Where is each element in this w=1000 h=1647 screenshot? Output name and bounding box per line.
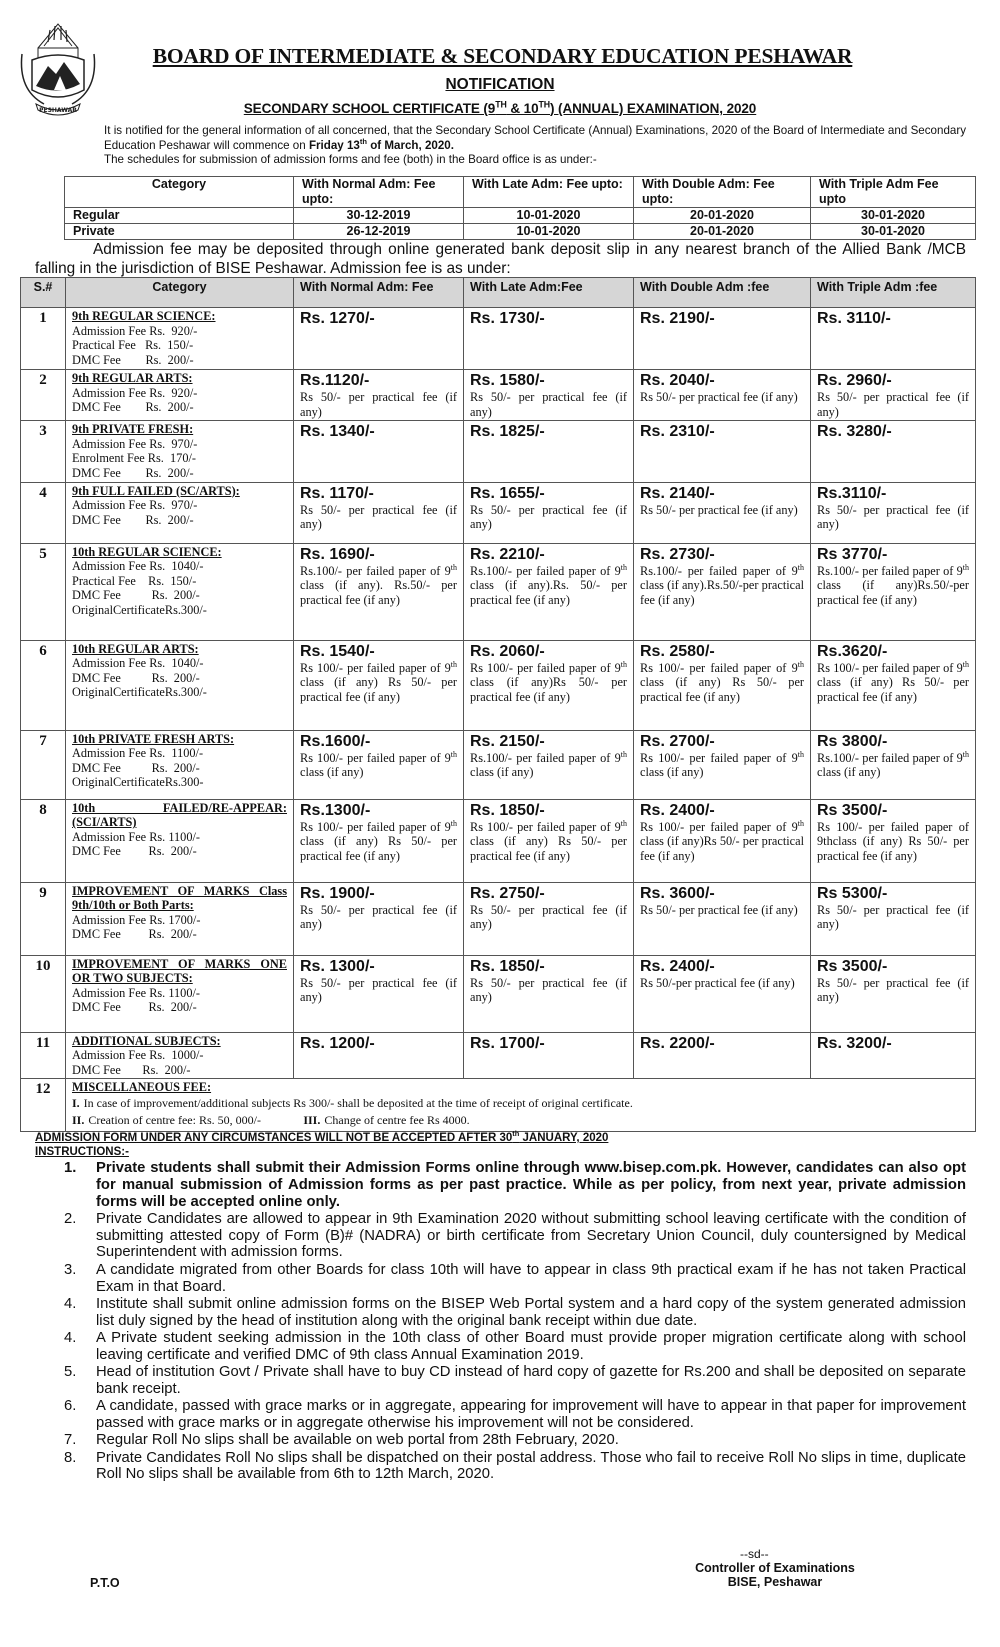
instruction-number: 4. [64, 1329, 77, 1346]
fee-amount: Rs. 1270/- [300, 310, 375, 327]
fee-amount: Rs 3770/- [817, 545, 888, 563]
category-fee-line: Enrolment Fee Rs. 170/- [72, 451, 196, 466]
serial-number: 3 [21, 421, 66, 482]
fee-cell [634, 482, 811, 543]
fee-row [21, 370, 976, 421]
category-title: 9th FULL FAILED (SC/ARTS): [72, 483, 240, 498]
exam-subtitle: SECONDARY SCHOOL CERTIFICATE (9TH & 10TH) (ANNUAL) EXAMINATION, 2020 [243, 99, 757, 116]
fee-amount: Rs. 1655/- [470, 484, 545, 502]
fee-note: Rs.100/- per failed paper of 9th class (if any).Rs. 50/- per practical fee (if any) [470, 562, 627, 607]
fee-header: S.# [21, 278, 66, 308]
category-fee-line: DMC Fee Rs. 200/- [72, 352, 194, 367]
fee-amount: Rs. 1580/- [470, 372, 545, 389]
fee-amount: Rs. 1170/- [300, 484, 374, 502]
fee-row [21, 640, 976, 730]
fee-amount: Rs. 1690/- [300, 545, 375, 563]
serial-number: 2 [21, 370, 66, 421]
fee-amount: Rs. 3200/- [817, 1034, 892, 1052]
fee-category [66, 482, 294, 543]
instruction-number: 3. [64, 1261, 77, 1278]
fee-cell [464, 730, 634, 799]
fee-amount: Rs 3500/- [817, 957, 888, 975]
instruction-item [60, 1330, 966, 1364]
serial-number: 10 [21, 955, 66, 1032]
fee-cell [294, 799, 464, 882]
fee-header: With Triple Adm :fee [811, 278, 976, 308]
fee-cell [634, 543, 811, 640]
instruction-text: Private Candidates are allowed to appear in 9th Examination 2020 without submitting school leaving certificate with the condition of submitting attested copy of Form (B)# (NADRA) or birth certificate from Secretary Union Council, duly countersigned by Medical Superintendent with admission forms. [96, 1210, 966, 1261]
fee-amount: Rs 5300/- [817, 884, 888, 902]
fee-amount: Rs. 1900/- [300, 884, 375, 902]
fee-cell [634, 421, 811, 482]
fee-row [21, 543, 976, 640]
category-title: ADDITIONAL SUBJECTS: [72, 1033, 221, 1048]
fee-header: With Normal Adm: Fee [294, 278, 464, 308]
schedule-header: With Double Adm: Fee upto: [634, 177, 811, 208]
intro-text: It is notified for the general information of all concerned, that the Secondary School Certificate (Annual) Examinations, 2020 of the Board of Intermediate and Secondary Education Peshawar will commence on [104, 124, 966, 152]
schedule-cell: 10-01-2020 [464, 224, 634, 240]
schedule-cell: 20-01-2020 [634, 208, 811, 224]
fee-amount: Rs. 1200/- [300, 1034, 375, 1052]
fee-header-row [21, 278, 976, 308]
fee-amount: Rs. 1850/- [470, 957, 545, 975]
schedule-header: With Late Adm: Fee upto: [464, 177, 634, 208]
fee-cell [634, 308, 811, 370]
instruction-item [60, 1211, 966, 1261]
instruction-number: 6. [64, 1398, 77, 1415]
fee-note: Rs 50/- per practical fee (if any) [470, 502, 627, 532]
fee-cell [464, 955, 634, 1032]
fee-amount: Rs. 2750/- [470, 884, 545, 902]
instruction-item [60, 1364, 966, 1398]
fee-category [66, 640, 294, 730]
fee-note: Rs 100/- per failed paper of 9th class (if any) Rs 50/- per practical fee (if any) [300, 659, 457, 704]
instruction-text: A Private student seeking admission in the 10th class of other Board must provide proper migration certificate along with school leaving certificate and verified DMC of 9th class Annual Examination 2019. [96, 1329, 966, 1363]
fee-amount: Rs 3500/- [817, 801, 888, 819]
fee-amount: Rs. 1700/- [470, 1034, 545, 1052]
fee-amount: Rs. 2210/- [470, 545, 545, 563]
category-fee-line: OriginalCertificateRs.300/- [72, 685, 207, 700]
misc-title-text: MISCELLANEOUS FEE: [72, 1080, 212, 1095]
category-fee-line: Admission Fee Rs. 920/- [72, 323, 198, 338]
instruction-text: Institute shall submit online admission forms on the BISEP Web Portal system and a hard copy of the system generated admission list duly signed by the head of institution along with the original bank receipt within due date. [96, 1295, 966, 1329]
instruction-number: 8. [64, 1449, 77, 1466]
fee-note: Rs 50/- per practical fee (if any) [640, 390, 798, 404]
instruction-text: Private Candidates Roll No slips shall be dispatched on their postal address. Those who fail to receive Roll No slips in time, duplicate Roll No slips shall be available from 6th to 12th March, 2020. [96, 1449, 966, 1483]
signed-mark: --sd-- [740, 1547, 769, 1561]
fee-cell [464, 882, 634, 955]
instruction-item [60, 1160, 966, 1210]
fee-cell [634, 799, 811, 882]
serial-number: 5 [21, 543, 66, 640]
fee-amount: Rs. 3600/- [640, 884, 715, 902]
misc-item-text: Creation of centre fee: Rs. 50, 000/- [88, 1112, 261, 1127]
fee-amount: Rs.3110/- [817, 484, 887, 502]
instruction-item [60, 1432, 966, 1449]
fee-table [20, 277, 976, 1132]
fee-cell [464, 640, 634, 730]
fee-amount: Rs. 2400/- [640, 801, 715, 819]
instruction-item [60, 1450, 966, 1484]
fee-cell [294, 640, 464, 730]
category-fee-line: Admission Fee Rs. 1700/- [72, 912, 201, 927]
schedule-cell: 30-12-2019 [294, 208, 464, 224]
bank-deposit-note: Admission fee may be deposited through online generated bank deposit slip in any nearest branch of the Allied Bank /MCB falling in the jurisdiction of BISE Peshawar. Admission fee is as under: [35, 241, 966, 277]
serial-number: 4 [21, 482, 66, 543]
fee-cell [811, 308, 976, 370]
fee-header: With Late Adm:Fee [464, 278, 634, 308]
serial-number: 8 [21, 799, 66, 882]
instructions-heading: INSTRUCTIONS:- [35, 1146, 129, 1158]
fee-amount: Rs. 2060/- [470, 642, 545, 660]
fee-cell [811, 421, 976, 482]
instructions-list [60, 1160, 966, 1484]
fee-cell [464, 543, 634, 640]
fee-category [66, 730, 294, 799]
fee-amount: Rs. 1340/- [300, 423, 375, 441]
fee-note: Rs 50/- per practical fee (if any) [300, 502, 457, 532]
fee-cell [634, 370, 811, 421]
fee-note: Rs 50/- per practical fee (if any) [300, 390, 457, 419]
fee-amount: Rs. 2140/- [640, 484, 715, 502]
fee-amount: Rs. 1850/- [470, 801, 545, 819]
category-title: IMPROVEMENT OF MARKS Class 9th/10th or Both Parts: [72, 883, 287, 913]
fee-cell [811, 730, 976, 799]
category-fee-line: DMC Fee Rs. 200/- [72, 400, 194, 415]
category-fee-line: Admission Fee Rs. 1040/- [72, 656, 204, 671]
category-fee-line: Admission Fee Rs. 920/- [72, 385, 198, 400]
fee-note: Rs 100/- per failed paper of 9thclass (if any) Rs 50/- per practical fee (if any) [817, 819, 969, 863]
fee-row [21, 308, 976, 370]
fee-note: Rs 100/- per failed paper of 9th class (if any)Rs 50/- per practical fee (if any) [640, 818, 804, 863]
schedule-cell: Private [65, 224, 294, 240]
category-fee-line: Practical Fee Rs. 150/- [72, 573, 197, 588]
fee-amount: Rs. 2700/- [640, 732, 715, 750]
schedule-header: With Triple Adm Fee upto [811, 177, 976, 208]
fee-header: With Double Adm :fee [634, 278, 811, 308]
category-fee-line: DMC Fee Rs. 200/- [72, 844, 197, 859]
fee-amount: Rs 3800/- [817, 732, 888, 750]
serial-number: 9 [21, 882, 66, 955]
schedule-intro: The schedules for submission of admission forms and fee (both) in the Board office is as under:- [104, 153, 597, 166]
commencement-date: Friday 13th of March, 2020. [308, 136, 454, 152]
fee-note: Rs 100/- per failed paper of 9th class (if any) Rs 50/- per practical fee (if any) [300, 818, 457, 863]
schedule-cell: 20-01-2020 [634, 224, 811, 240]
category-fee-line: Admission Fee Rs. 1100/- [72, 746, 204, 761]
fee-note: Rs 50/- per practical fee (if any) [817, 390, 969, 419]
fee-amount: Rs.1300/- [300, 801, 371, 819]
fee-note: Rs.100/- per failed paper of 9th class (if any).Rs.50/-per practical fee (if any) [640, 562, 804, 607]
category-fee-line: DMC Fee Rs. 200/- [72, 760, 200, 775]
schedule-cell: 10-01-2020 [464, 208, 634, 224]
category-title: 10th REGULAR SCIENCE: [72, 544, 222, 559]
category-fee-line: DMC Fee Rs. 200/- [72, 927, 197, 942]
fee-row [21, 882, 976, 955]
instruction-number: 7. [64, 1432, 77, 1449]
category-fee-line: DMC Fee Rs. 200/- [72, 1000, 197, 1015]
fee-category [66, 308, 294, 370]
misc-item-text: Change of centre fee Rs 4000. [324, 1112, 470, 1127]
fee-cell [464, 1032, 634, 1079]
miscellaneous-fee [66, 1079, 976, 1132]
misc-item-number: II. [72, 1112, 85, 1127]
svg-text:PESHAWAR: PESHAWAR [39, 107, 77, 114]
fee-row [21, 1032, 976, 1079]
fee-note: Rs 50/- per practical fee (if any) [470, 975, 627, 1005]
pto-label: P.T.O [90, 1576, 120, 1590]
misc-item [72, 1095, 969, 1112]
fee-category [66, 955, 294, 1032]
instruction-text: A candidate, passed with grace marks or in aggregate, appearing for improvement will have to appear in that paper for improvement passed with grace marks or in aggregate otherwise his improvement will not be considered. [96, 1398, 966, 1431]
fee-amount: Rs. 2960/- [817, 372, 892, 389]
fee-note: Rs 50/- per practical fee (if any) [300, 975, 457, 1005]
fee-cell [634, 955, 811, 1032]
instruction-text: Regular Roll No slips shall be available on web portal from 28th February, 2020. [96, 1432, 619, 1449]
category-fee-line: OriginalCertificateRs.300- [72, 775, 204, 790]
fee-note: Rs.100/- per failed paper of 9th class (if any). Rs.50/- per practical fee (if any) [300, 562, 457, 607]
fee-note: Rs 100/- per failed paper of 9th class (if any) Rs 50/- per practical fee (if any) [817, 659, 969, 704]
fee-cell [464, 482, 634, 543]
schedule-cell: 26-12-2019 [294, 224, 464, 240]
fee-amount: Rs. 1730/- [470, 310, 545, 327]
fee-cell [634, 640, 811, 730]
fee-cell [294, 370, 464, 421]
schedule-cell: 30-01-2020 [811, 208, 976, 224]
fee-cell [294, 1032, 464, 1079]
category-fee-line: DMC Fee Rs. 200/- [72, 670, 200, 685]
fee-cell [811, 482, 976, 543]
fee-note: Rs.100/- per failed paper of 9th class (if any) [470, 749, 627, 780]
misc-item-number: III. [303, 1112, 321, 1127]
category-fee-line: Admission Fee Rs. 1000/- [72, 1048, 204, 1063]
signatory-block [660, 1561, 890, 1589]
fee-cell [294, 882, 464, 955]
fee-cell [464, 308, 634, 370]
fee-amount: Rs. 1825/- [470, 423, 545, 441]
instruction-number: 5. [64, 1364, 77, 1381]
instruction-item [60, 1262, 966, 1296]
category-fee-line: Admission Fee Rs. 1100/- [72, 829, 200, 844]
category-title: 10th PRIVATE FRESH ARTS: [72, 731, 235, 746]
instruction-text: A candidate migrated from other Boards for class 10th will have to appear in class 9th practical exam if he has not taken Practical Exam in that Board. [96, 1261, 966, 1295]
fee-amount: Rs. 1300/- [300, 957, 375, 975]
fee-category [66, 543, 294, 640]
serial-number: 12 [21, 1079, 66, 1132]
category-title: IMPROVEMENT OF MARKS ONE OR TWO SUBJECTS: [72, 956, 287, 986]
schedule-cell: Regular [65, 208, 294, 224]
fee-note: Rs 50/- per practical fee (if any) [640, 902, 798, 917]
fee-row [21, 482, 976, 543]
fee-cell [634, 882, 811, 955]
fee-cell [811, 1032, 976, 1079]
fee-cell [464, 370, 634, 421]
category-fee-line: DMC Fee Rs. 200/- [72, 1062, 191, 1077]
signatory-office: BISE, Peshawar [727, 1575, 823, 1589]
category-fee-line: OriginalCertificateRs.300/- [72, 602, 207, 617]
fee-cell [464, 799, 634, 882]
fee-note: Rs 100/- per failed paper of 9th class (if any) Rs 50/- per practical fee (if any) [640, 659, 804, 704]
schedule-header: With Normal Adm: Fee upto: [294, 177, 464, 208]
fee-cell [294, 730, 464, 799]
category-fee-line: Admission Fee Rs. 970/- [72, 498, 198, 513]
fee-note: Rs 50/-per practical fee (if any) [640, 975, 795, 990]
fee-cell [811, 640, 976, 730]
schedule-header-row [65, 177, 976, 208]
intro-paragraph [104, 124, 966, 168]
fee-amount: Rs. 2730/- [640, 545, 715, 563]
fee-category [66, 370, 294, 421]
fee-cell [811, 543, 976, 640]
fee-note: Rs 50/- per practical fee (if any) [817, 975, 969, 1005]
instruction-item [60, 1398, 966, 1432]
fee-cell [634, 730, 811, 799]
fee-amount: Rs. 2200/- [640, 1034, 715, 1052]
fee-cell [811, 955, 976, 1032]
fee-note: Rs 100/- per failed paper of 9th class (if any) [640, 749, 804, 780]
fee-note: Rs 50/- per practical fee (if any) [817, 502, 969, 532]
fee-note: Rs 100/- per failed paper of 9th class (if any) [300, 749, 457, 780]
serial-number: 1 [21, 308, 66, 370]
fee-row [21, 421, 976, 482]
fee-cell [811, 882, 976, 955]
fee-note: Rs 100/- per failed paper of 9th class (if any)Rs 50/- per practical fee (if any) [470, 659, 627, 704]
misc-item-number: I. [72, 1095, 80, 1110]
fee-amount: Rs. 2310/- [640, 423, 715, 441]
instruction-number: 2. [64, 1210, 77, 1227]
fee-cell [294, 421, 464, 482]
misc-title [72, 1080, 969, 1095]
category-fee-line: Admission Fee Rs. 1100/- [72, 985, 200, 1000]
fee-amount: Rs. 2580/- [640, 642, 715, 660]
schedule-header: Category [65, 177, 294, 208]
fee-amount: Rs. 3280/- [817, 423, 892, 441]
serial-number: 11 [21, 1032, 66, 1079]
fee-header: Category [66, 278, 294, 308]
fee-row-miscellaneous [21, 1079, 976, 1132]
fee-amount: Rs. 2400/- [640, 957, 715, 975]
fee-cell [294, 955, 464, 1032]
fee-note: Rs.100/- per failed paper of 9th class (if any)Rs.50/-per practical fee (if any) [817, 562, 969, 607]
fee-cell [294, 482, 464, 543]
fee-note: Rs 100/- per failed paper of 9th class (if any) Rs 50/- per practical fee (if any) [470, 818, 627, 863]
fee-amount: Rs.1600/- [300, 732, 371, 750]
fee-cell [811, 799, 976, 882]
fee-amount: Rs. 1540/- [300, 642, 375, 660]
serial-number: 6 [21, 640, 66, 730]
fee-category [66, 421, 294, 482]
fee-row [21, 799, 976, 882]
fee-row [21, 730, 976, 799]
fee-cell [464, 421, 634, 482]
board-title: BOARD OF INTERMEDIATE & SECONDARY EDUCATION PESHAWAR [152, 44, 853, 68]
misc-item-text: In case of improvement/additional subjects Rs 300/- shall be deposited at the time of receipt of original certificate. [83, 1095, 633, 1110]
fee-amount: Rs. 2040/- [640, 372, 715, 389]
instruction-text: Private students shall submit their Admission Forms online through www.bisep.com.pk. However, candidates can also opt for manual submission of Admission forms as per past practice. While as per policy, from next year, private admission forms will be accepted online only. [96, 1160, 966, 1210]
fee-category [66, 1032, 294, 1079]
category-fee-line: Admission Fee Rs. 970/- [72, 436, 198, 451]
signatory-title: Controller of Examinations [695, 1561, 855, 1575]
fee-amount: Rs. 2150/- [470, 732, 545, 750]
fee-note: Rs 50/- per practical fee (if any) [817, 902, 969, 932]
fee-amount: Rs.3620/- [817, 642, 888, 660]
schedule-row-regular [65, 208, 976, 224]
fee-note: Rs 50/- per practical fee (if any) [300, 902, 457, 932]
instruction-item [60, 1296, 966, 1330]
category-fee-line: Admission Fee Rs. 1040/- [72, 559, 204, 574]
category-title: 9th REGULAR SCIENCE: [72, 309, 216, 323]
category-title: 9th PRIVATE FRESH: [72, 422, 194, 437]
instruction-number: 1. [64, 1160, 77, 1176]
fee-amount: Rs. 2190/- [640, 310, 715, 327]
misc-item [72, 1112, 969, 1129]
category-fee-line: Practical Fee Rs. 150/- [72, 338, 194, 353]
fee-amount: Rs.1120/- [300, 372, 370, 389]
fee-note: Rs 50/- per practical fee (if any) [470, 390, 627, 419]
schedule-cell: 30-01-2020 [811, 224, 976, 240]
fee-cell [294, 543, 464, 640]
category-title: 10th REGULAR ARTS: [72, 641, 199, 656]
category-fee-line: DMC Fee Rs. 200/- [72, 588, 200, 603]
schedule-row-private [65, 224, 976, 240]
category-title: 10th FAILED/RE-APPEAR: (SCI/ARTS) [72, 800, 287, 830]
category-fee-line: DMC Fee Rs. 200/- [72, 512, 194, 527]
fee-category [66, 882, 294, 955]
notification-heading: NOTIFICATION [445, 76, 555, 93]
instruction-number: 4. [64, 1295, 77, 1312]
fee-row [21, 955, 976, 1032]
schedule-table [64, 176, 976, 240]
fee-note: Rs 50/- per practical fee (if any) [640, 502, 798, 517]
serial-number: 7 [21, 730, 66, 799]
category-title: 9th REGULAR ARTS: [72, 371, 193, 385]
category-fee-line: DMC Fee Rs. 200/- [72, 465, 194, 480]
admission-deadline-warning: ADMISSION FORM UNDER ANY CIRCUMSTANCES WILL NOT BE ACCEPTED AFTER 30th JANUARY, 2020 [35, 1129, 609, 1144]
fee-cell [294, 308, 464, 370]
fee-cell [634, 1032, 811, 1079]
fee-amount: Rs. 3110/- [817, 310, 891, 327]
fee-category [66, 799, 294, 882]
fee-cell [811, 370, 976, 421]
fee-note: Rs 50/- per practical fee (if any) [470, 902, 627, 932]
instruction-text: Head of institution Govt / Private shall have to buy CD instead of hard copy of gazette for Rs.200 and shall be deposited on separate bank receipt. [96, 1364, 966, 1397]
fee-note: Rs.100/- per failed paper of 9th class (if any) [817, 749, 969, 780]
